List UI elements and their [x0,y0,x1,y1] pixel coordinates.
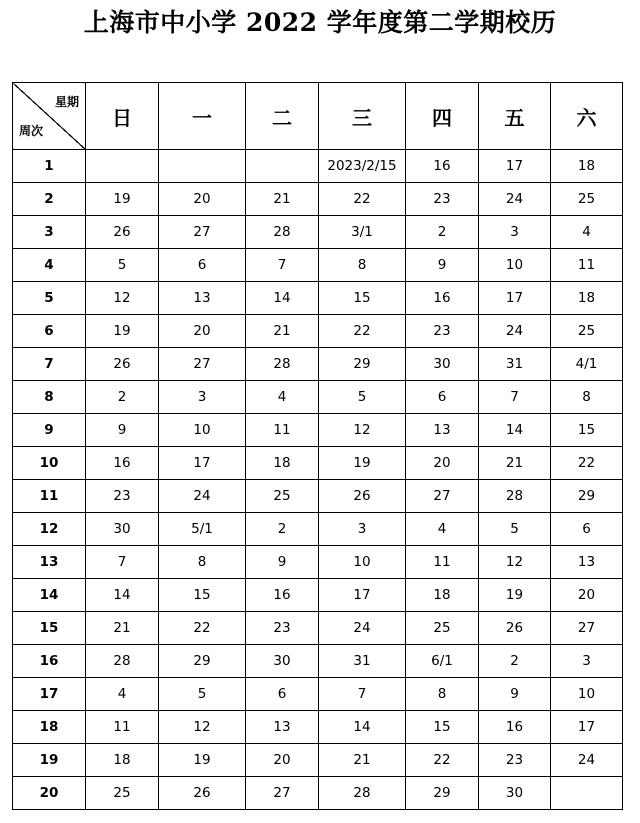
day-cell: 19 [159,744,246,777]
day-cell [86,150,159,183]
day-cell: 13 [406,414,479,447]
week-row [13,645,623,678]
corner-cell [13,83,86,150]
week-row [13,249,623,282]
day-cell: 21 [479,447,551,480]
day-cell: 17 [159,447,246,480]
day-cell: 21 [246,315,319,348]
day-cell: 23 [86,480,159,513]
day-cell: 4 [551,216,623,249]
week-number: 2 [13,183,86,216]
day-cell: 22 [159,612,246,645]
week-row [13,546,623,579]
week-number: 1 [13,150,86,183]
day-cell: 27 [406,480,479,513]
week-number: 16 [13,645,86,678]
weekday-header: 四 [406,83,479,150]
day-cell: 12 [86,282,159,315]
day-cell: 26 [479,612,551,645]
day-cell: 31 [479,348,551,381]
day-cell: 25 [551,183,623,216]
day-cell: 5 [479,513,551,546]
day-cell: 28 [86,645,159,678]
week-number: 9 [13,414,86,447]
day-cell: 16 [406,150,479,183]
calendar-table [12,82,623,810]
day-cell: 30 [479,777,551,810]
day-cell: 8 [551,381,623,414]
day-cell: 19 [319,447,406,480]
day-cell: 7 [86,546,159,579]
day-cell: 20 [551,579,623,612]
day-cell: 4/1 [551,348,623,381]
day-cell: 19 [86,315,159,348]
week-row [13,315,623,348]
day-cell: 11 [406,546,479,579]
day-cell: 5 [159,678,246,711]
day-cell: 29 [319,348,406,381]
day-cell: 26 [319,480,406,513]
day-cell [551,777,623,810]
week-row [13,414,623,447]
day-cell: 9 [479,678,551,711]
day-cell: 9 [246,546,319,579]
page-title: 上海市中小学 2022 学年度第二学期校历 [83,8,557,37]
week-number: 19 [13,744,86,777]
day-cell: 6 [159,249,246,282]
day-cell: 20 [406,447,479,480]
day-cell: 10 [479,249,551,282]
week-row [13,447,623,480]
day-cell: 19 [479,579,551,612]
day-cell: 16 [406,282,479,315]
day-cell: 14 [479,414,551,447]
day-cell: 15 [159,579,246,612]
week-row [13,513,623,546]
day-cell: 13 [246,711,319,744]
day-cell: 3/1 [319,216,406,249]
day-cell: 27 [159,216,246,249]
day-cell: 12 [159,711,246,744]
day-cell: 25 [406,612,479,645]
day-cell: 18 [86,744,159,777]
calendar-body [13,83,623,810]
week-row [13,744,623,777]
day-cell: 27 [551,612,623,645]
day-cell: 16 [479,711,551,744]
day-cell: 17 [551,711,623,744]
week-row [13,381,623,414]
day-cell: 10 [319,546,406,579]
day-cell: 8 [319,249,406,282]
day-cell: 24 [319,612,406,645]
day-cell: 25 [246,480,319,513]
day-cell: 8 [406,678,479,711]
day-cell: 2 [406,216,479,249]
day-cell: 24 [479,315,551,348]
week-number: 10 [13,447,86,480]
day-cell: 23 [406,315,479,348]
day-cell: 5 [319,381,406,414]
week-row [13,711,623,744]
weekday-header: 三 [319,83,406,150]
day-cell: 11 [551,249,623,282]
weekday-header: 日 [86,83,159,150]
day-cell: 12 [479,546,551,579]
day-cell: 2 [86,381,159,414]
weekday-header: 二 [246,83,319,150]
day-cell: 6 [551,513,623,546]
day-cell: 4 [246,381,319,414]
day-cell: 25 [86,777,159,810]
day-cell: 24 [551,744,623,777]
day-cell: 29 [406,777,479,810]
week-number: 4 [13,249,86,282]
week-number: 7 [13,348,86,381]
day-cell: 3 [479,216,551,249]
week-row [13,480,623,513]
week-row [13,612,623,645]
day-cell: 2 [246,513,319,546]
week-number: 20 [13,777,86,810]
day-cell: 11 [86,711,159,744]
week-number: 12 [13,513,86,546]
day-cell: 28 [246,348,319,381]
week-number: 6 [13,315,86,348]
day-cell: 26 [86,348,159,381]
week-row [13,183,623,216]
weekday-header: 一 [159,83,246,150]
day-cell: 7 [479,381,551,414]
day-cell: 8 [159,546,246,579]
day-cell: 12 [319,414,406,447]
week-axis-label: 周次 [19,124,44,138]
day-cell: 18 [551,282,623,315]
week-number: 15 [13,612,86,645]
day-cell: 18 [406,579,479,612]
day-cell [246,150,319,183]
day-cell [159,150,246,183]
day-cell: 18 [551,150,623,183]
day-cell: 6 [406,381,479,414]
day-cell: 27 [246,777,319,810]
day-cell: 10 [551,678,623,711]
day-cell: 23 [246,612,319,645]
day-cell: 31 [319,645,406,678]
day-cell: 3 [551,645,623,678]
day-cell: 18 [246,447,319,480]
day-cell: 16 [246,579,319,612]
day-cell: 30 [86,513,159,546]
day-cell: 28 [319,777,406,810]
weekday-header: 五 [479,83,551,150]
day-cell: 4 [86,678,159,711]
week-number: 5 [13,282,86,315]
week-row [13,777,623,810]
day-cell: 20 [159,183,246,216]
day-cell: 25 [551,315,623,348]
day-cell: 22 [406,744,479,777]
day-cell: 22 [319,315,406,348]
week-row [13,282,623,315]
day-cell: 21 [86,612,159,645]
day-cell: 14 [86,579,159,612]
day-cell: 24 [479,183,551,216]
day-cell: 30 [406,348,479,381]
day-cell: 30 [246,645,319,678]
day-cell: 3 [319,513,406,546]
week-number: 18 [13,711,86,744]
day-cell: 27 [159,348,246,381]
day-cell: 14 [319,711,406,744]
weekday-header: 六 [551,83,623,150]
day-cell: 23 [406,183,479,216]
day-cell: 2 [479,645,551,678]
day-cell: 28 [479,480,551,513]
day-cell: 6/1 [406,645,479,678]
day-cell: 13 [551,546,623,579]
header-row [13,83,623,150]
week-row [13,150,623,183]
day-cell: 16 [86,447,159,480]
day-cell: 7 [319,678,406,711]
day-cell: 6 [246,678,319,711]
day-cell: 10 [159,414,246,447]
week-number: 13 [13,546,86,579]
day-cell: 11 [246,414,319,447]
day-cell: 15 [551,414,623,447]
week-row [13,579,623,612]
day-cell: 9 [86,414,159,447]
day-cell: 17 [479,150,551,183]
day-cell: 22 [319,183,406,216]
day-cell: 22 [551,447,623,480]
week-row [13,678,623,711]
day-cell: 9 [406,249,479,282]
day-cell: 21 [319,744,406,777]
day-cell: 4 [406,513,479,546]
day-cell: 17 [319,579,406,612]
week-number: 8 [13,381,86,414]
week-row [13,348,623,381]
day-cell: 13 [159,282,246,315]
week-number: 3 [13,216,86,249]
day-cell: 19 [86,183,159,216]
day-cell: 15 [319,282,406,315]
day-cell: 26 [86,216,159,249]
week-number: 14 [13,579,86,612]
day-cell: 20 [159,315,246,348]
day-cell: 14 [246,282,319,315]
day-cell: 5/1 [159,513,246,546]
day-cell: 2023/2/15 [319,150,406,183]
week-number: 17 [13,678,86,711]
day-cell: 23 [479,744,551,777]
day-cell: 28 [246,216,319,249]
week-row [13,216,623,249]
day-cell: 21 [246,183,319,216]
weekday-axis-label: 星期 [54,95,79,109]
day-cell: 29 [159,645,246,678]
day-cell: 5 [86,249,159,282]
day-cell: 17 [479,282,551,315]
day-cell: 7 [246,249,319,282]
day-cell: 26 [159,777,246,810]
day-cell: 3 [159,381,246,414]
day-cell: 20 [246,744,319,777]
day-cell: 15 [406,711,479,744]
day-cell: 24 [159,480,246,513]
day-cell: 29 [551,480,623,513]
week-number: 11 [13,480,86,513]
